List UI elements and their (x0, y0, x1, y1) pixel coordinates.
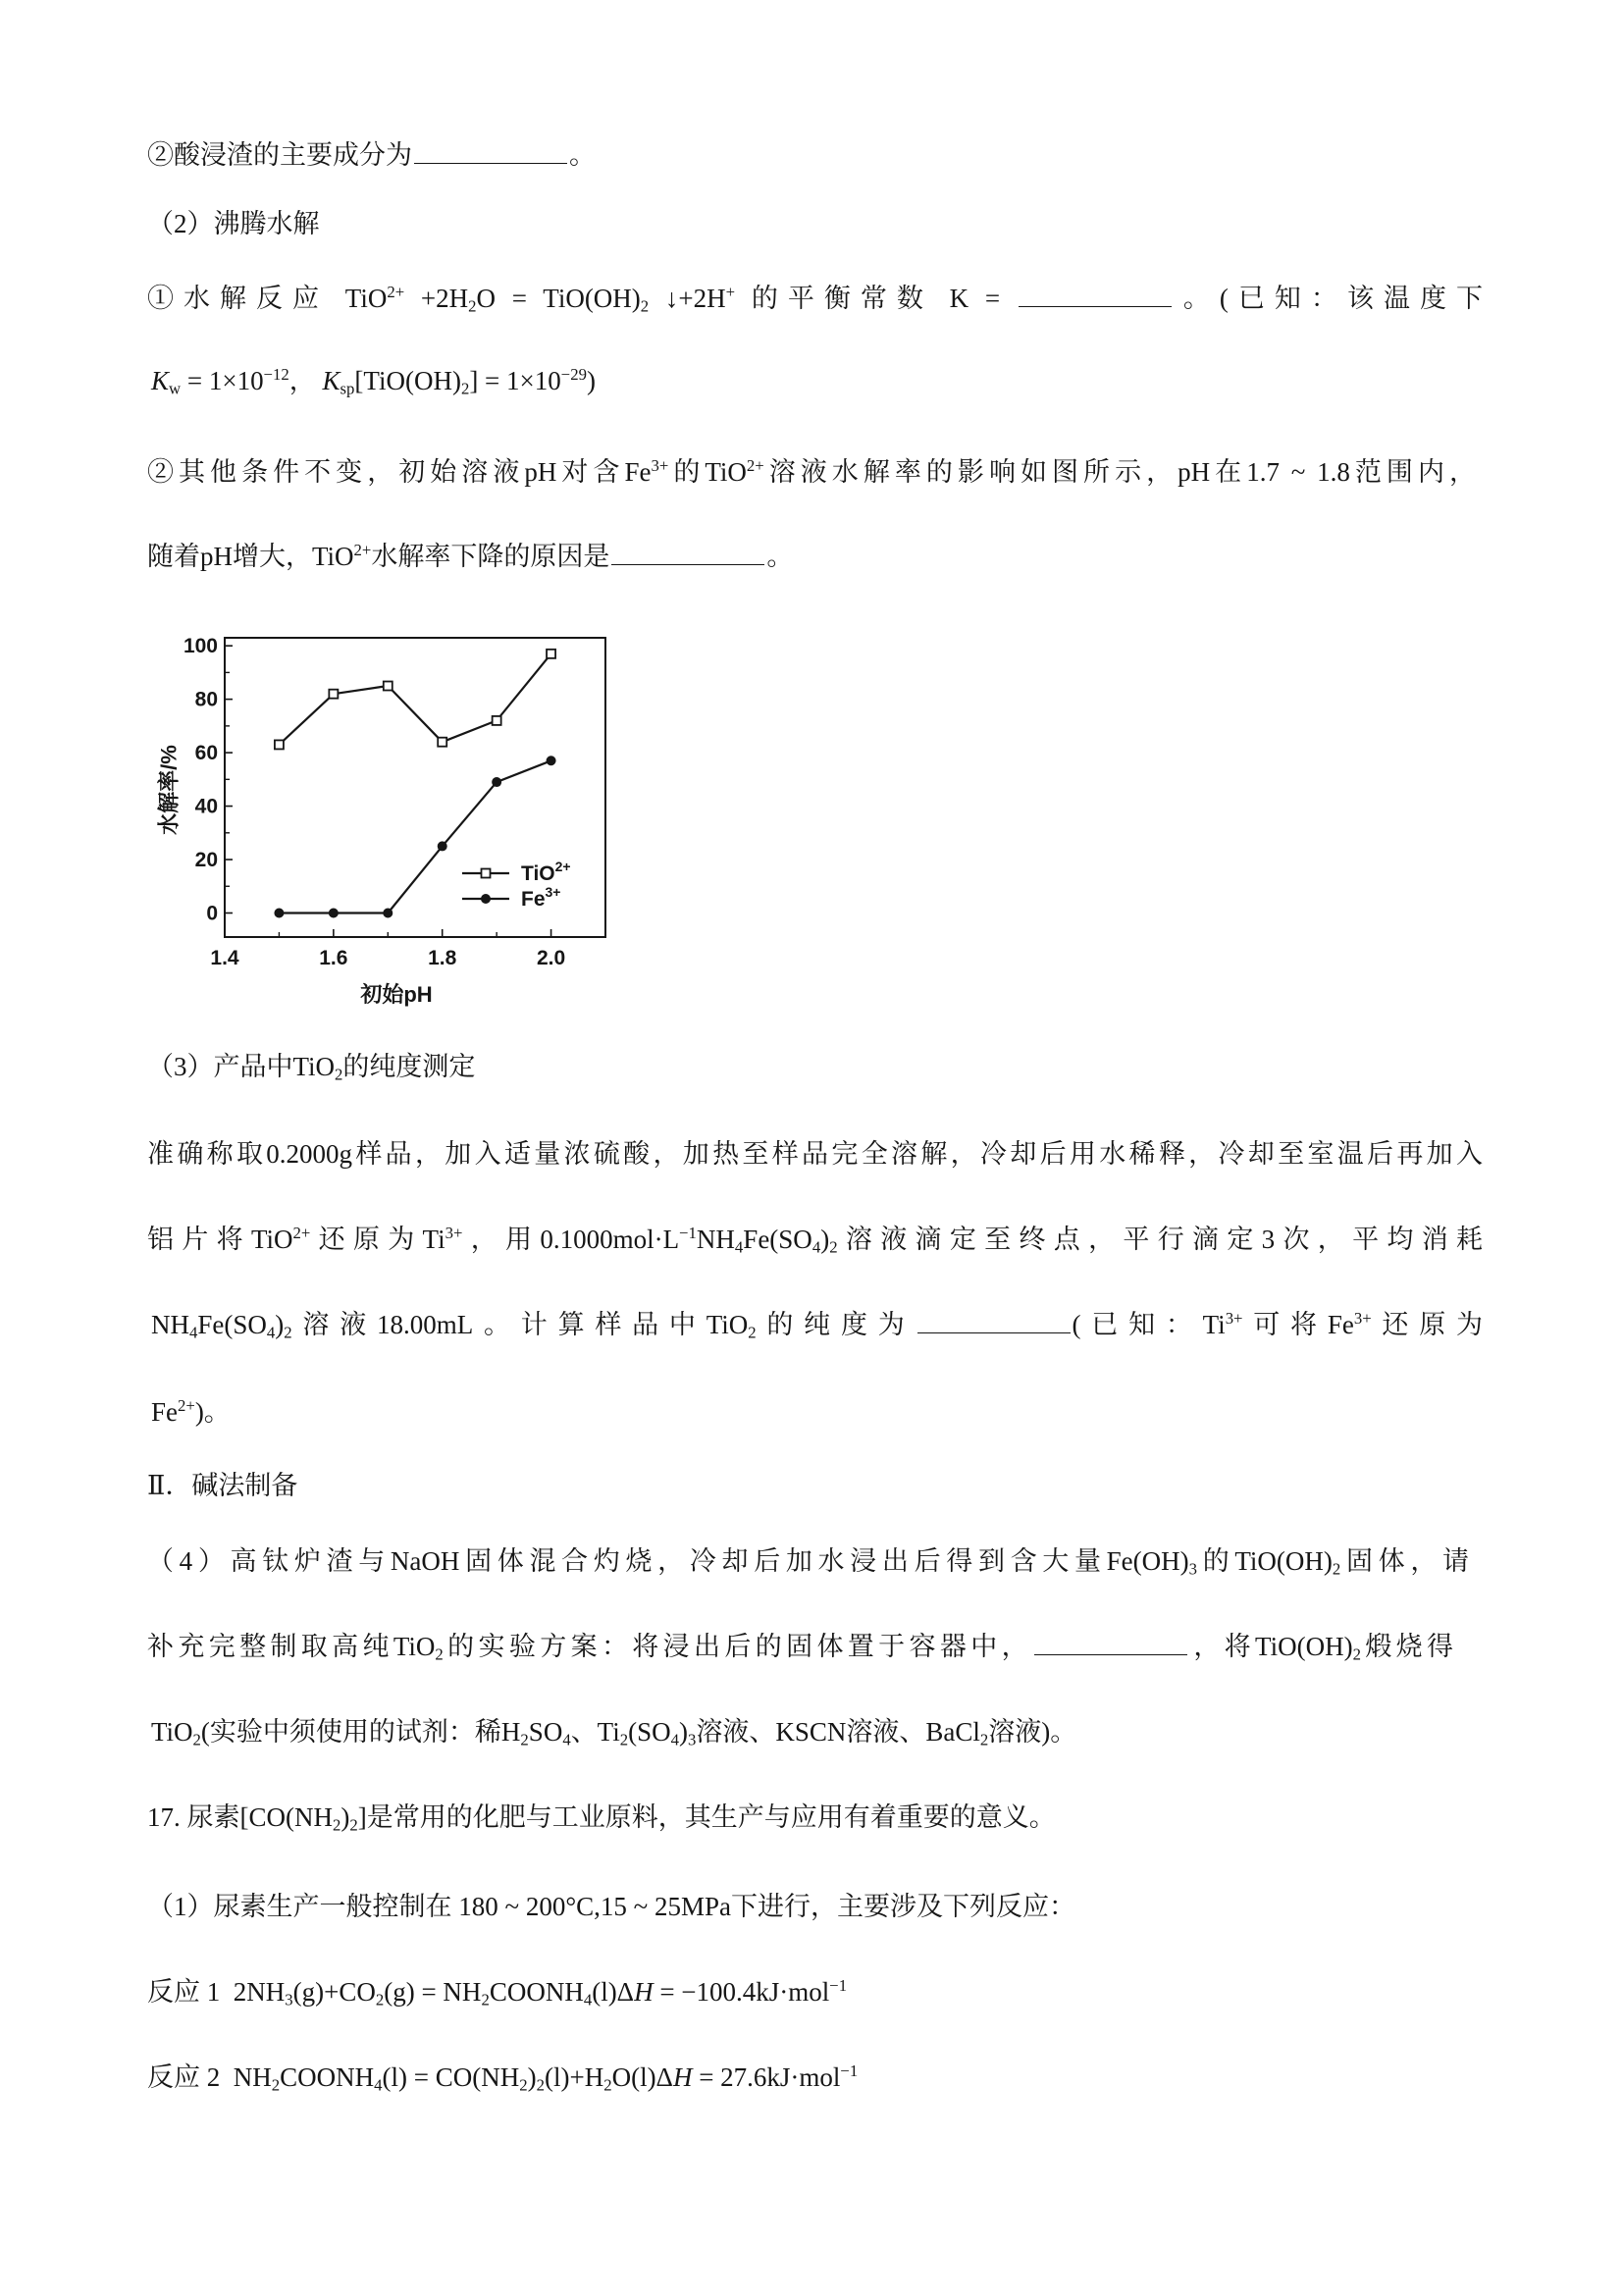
subscript: 4 (670, 1730, 679, 1749)
superscript: −29 (560, 364, 587, 384)
tio2-series-legend-marker (482, 869, 491, 878)
purity-procedure-line-4 (151, 1390, 231, 1434)
text-run: (g) = NH (384, 1977, 482, 2007)
fe3-series-point (438, 841, 447, 851)
tio2-series-point (275, 740, 284, 749)
text-run: 的纯度测定 (342, 1052, 476, 1081)
text-run: TiO (151, 1717, 193, 1747)
subscript: 2 (349, 1815, 358, 1835)
y-axis-label: 水解率/% (156, 745, 182, 835)
text-run: 溶液)。 (988, 1717, 1077, 1747)
text-run: 补充完整制取高纯TiO (147, 1632, 436, 1661)
text-run: Fe(SO (197, 1310, 267, 1339)
superscript: 2+ (387, 282, 405, 301)
text-run: 的纯度为 (756, 1310, 916, 1339)
subscript: 2 (519, 2075, 528, 2095)
italic-symbol: H (672, 2062, 693, 2092)
text-run: （3）产品中TiO (147, 1052, 336, 1081)
text-run: = 27.6kJ·mol (692, 2062, 841, 2092)
subscript: 2 (748, 1323, 757, 1342)
subscript: 2 (284, 1323, 292, 1342)
superscript: 3+ (1353, 1308, 1372, 1328)
subscript: 4 (562, 1730, 571, 1749)
subscript: 2 (335, 1065, 343, 1084)
subscript: 2 (192, 1730, 201, 1749)
subscript: 2 (536, 2075, 545, 2095)
acid-leach-residue-question (147, 133, 596, 177)
subscript: 2 (375, 1990, 385, 2009)
text-run: = 1×10 (181, 366, 264, 395)
superscript: −1 (840, 2061, 859, 2080)
reaction-1-equation (147, 1970, 847, 2013)
text-run: 的平衡常数 K = (735, 284, 1017, 313)
subscript: 2 (979, 1730, 989, 1749)
ph-effect-question (147, 450, 1476, 494)
y-tick-label: 100 (183, 635, 218, 658)
superscript: 3+ (1225, 1308, 1243, 1328)
answer-blank (1034, 1635, 1187, 1655)
text-run: （2）沸腾水解 (147, 209, 320, 238)
text-run: 水解率下降的原因是 (371, 542, 610, 571)
text-run: ) (586, 366, 596, 395)
section-2-heading (147, 202, 320, 245)
text-run: SO (528, 1717, 563, 1747)
subscript: 4 (812, 1237, 821, 1257)
text-run: 反应 2 NH (147, 2062, 272, 2092)
text-run: (l) = CO(NH (382, 2062, 520, 2092)
text-run: COONH (280, 2062, 375, 2092)
text-run: 的实验方案：将浸出后的固体置于容器中， (443, 1632, 1032, 1661)
text-run: O = TiO(OH) (476, 284, 641, 313)
superscript: 2+ (746, 455, 764, 475)
text-run: 可将Fe (1242, 1310, 1354, 1339)
hydrolysis-equilibrium-question (147, 277, 1483, 320)
subscript: 2 (640, 296, 650, 316)
text-run: COONH (489, 1977, 584, 2007)
text-run: ②其他条件不变，初始溶液pH对含Fe (147, 457, 652, 487)
text-run: (实验中须使用的试剂：稀H (200, 1717, 521, 1747)
superscript: 3+ (651, 455, 669, 475)
text-run: ) (527, 2062, 537, 2092)
text-run: NH (151, 1310, 189, 1339)
x-tick-label: 1.6 (319, 947, 348, 969)
urea-production-conditions (147, 1885, 1075, 1928)
subscript: 2 (271, 2075, 281, 2095)
text-run: 铝片将TiO (147, 1225, 293, 1254)
subscript: 2 (619, 1730, 629, 1749)
superscript: −1 (679, 1223, 697, 1242)
superscript: −12 (263, 364, 289, 384)
text-run: 17. 尿素[CO(NH (147, 1802, 333, 1832)
subscript: 2 (520, 1730, 529, 1749)
text-run: ) (340, 1802, 350, 1832)
text-run: Fe(SO (743, 1225, 812, 1254)
x-tick-label: 1.4 (210, 947, 239, 969)
text-run: 准确称取0.2000g样品，加入适量浓硫酸，加热至样品完全溶解，冷却后用水稀释，冷却至室温后再加入 (147, 1139, 1483, 1169)
subscript: 2 (1352, 1644, 1361, 1664)
text-run: [TiO(OH) (354, 366, 461, 395)
tio2-series-point (384, 682, 393, 691)
part-2-heading (147, 1464, 297, 1507)
subscript: w (169, 379, 182, 398)
answer-blank (1019, 287, 1172, 307)
section-3-heading (147, 1045, 475, 1088)
text-run: ) (275, 1310, 285, 1339)
subscript: 3 (285, 1990, 293, 2009)
subscript: 2 (435, 1644, 444, 1664)
y-tick-label: 20 (194, 849, 218, 872)
subscript: 4 (374, 2075, 383, 2095)
text-run: 。 (766, 542, 794, 571)
text-run: ， (288, 366, 323, 395)
italic-symbol: H (634, 1977, 654, 2007)
text-run: （4）高钛炉渣与NaOH固体混合灼烧，冷却后加水浸出后得到含大量Fe(OH) (147, 1546, 1189, 1576)
text-run: ]是常用的化肥与工业原料，其生产与应用有着重要的意义。 (357, 1802, 1056, 1832)
tio2-series-point (547, 650, 555, 658)
legend-charge-superscript: 2+ (554, 859, 571, 874)
text-run: 、Ti (570, 1717, 620, 1747)
text-run: 的TiO(OH) (1197, 1546, 1333, 1576)
text-run: ，将TiO(OH) (1188, 1632, 1353, 1661)
text-run: ①水解反应 TiO (147, 284, 388, 313)
subscript: 2 (1332, 1559, 1341, 1579)
subscript: 3 (1188, 1559, 1198, 1579)
text-run: Fe (151, 1397, 178, 1427)
superscript: −1 (829, 1975, 848, 1995)
ph-effect-question-cont (147, 535, 793, 578)
tio2-series-legend-label (521, 859, 571, 885)
question-17-intro (147, 1796, 1056, 1839)
subscript: 2 (468, 296, 477, 316)
text-run: 。 (569, 140, 596, 170)
text-run: NH (696, 1225, 735, 1254)
y-tick-label: 40 (194, 795, 218, 818)
text-run: 溶液滴定至终点，平行滴定3次，平均消耗 (837, 1225, 1484, 1254)
legend-charge-superscript: 3+ (545, 884, 561, 900)
tio2-series-point (493, 716, 501, 725)
subscript: 2 (603, 2075, 612, 2095)
answer-blank (414, 143, 567, 164)
text-run: ] = 1×10 (469, 366, 561, 395)
text-run: ) (679, 1717, 688, 1747)
text-run: 反应 1 2NH (147, 1977, 286, 2007)
text-run: (l)+H (544, 2062, 604, 2092)
purity-procedure-line-3 (151, 1303, 1483, 1346)
subscript: 3 (688, 1730, 697, 1749)
fe3-series-legend-marker (481, 894, 491, 904)
text-run: 固体，请 (1340, 1546, 1469, 1576)
tio2-series-point (438, 738, 446, 747)
tio2-series-line (279, 653, 550, 745)
italic-symbol: K (322, 366, 340, 395)
text-run: 溶液18.00mL。计算样品中TiO (291, 1310, 749, 1339)
purity-procedure-line-1 (147, 1132, 1483, 1175)
subscript: 2 (333, 1815, 341, 1835)
text-run: 溶液、KSCN溶液、BaCl (696, 1717, 980, 1747)
legend-name: Fe (521, 888, 546, 911)
x-tick-label: 2.0 (536, 947, 566, 969)
text-run: (已知：Ti (1072, 1310, 1226, 1339)
text-run: 的TiO (668, 457, 747, 487)
text-run: +2H (404, 284, 469, 313)
fe3-series-line (279, 760, 550, 913)
superscript: 2+ (292, 1223, 311, 1242)
reagents-note (151, 1710, 1076, 1753)
text-run: (g)+CO (292, 1977, 376, 2007)
text-run: 。(已知：该温度下 (1173, 284, 1483, 313)
y-tick-label: 0 (206, 902, 218, 925)
text-run: O(l)Δ (611, 2062, 673, 2092)
subscript: 4 (734, 1237, 744, 1257)
x-tick-label: 1.8 (428, 947, 457, 969)
text-run: ，用0.1000mol·L (462, 1225, 680, 1254)
text-run: 溶液水解率的影响如图所示，pH在1.7 ~ 1.8范围内， (763, 457, 1476, 487)
superscript: 2+ (178, 1395, 195, 1415)
answer-blank (611, 545, 764, 565)
superscript: 2+ (353, 540, 372, 559)
text-run: ②酸浸渣的主要成分为 (147, 140, 412, 170)
superscript: + (725, 282, 736, 301)
hydrolysis-rate-chart (147, 618, 618, 1011)
text-run: （1）尿素生产一般控制在 180 ~ 200°C,15 ~ 25MPa下进行，主要涉及下列反应： (147, 1892, 1076, 1921)
y-tick-label: 80 (194, 688, 218, 711)
superscript: 3+ (445, 1223, 463, 1242)
answer-blank (917, 1313, 1071, 1333)
fe3-series-point (274, 908, 284, 917)
x-axis-label: 初始pH (360, 982, 433, 1007)
text-run: 煅烧得 (1360, 1632, 1454, 1661)
text-run: (SO (628, 1717, 671, 1747)
fe3-series-point (329, 908, 339, 917)
tio2-series-point (329, 690, 338, 699)
alkali-method-question (147, 1539, 1469, 1583)
subscript: 2 (460, 379, 470, 398)
subscript: 4 (583, 1990, 593, 2009)
italic-symbol: K (151, 366, 170, 395)
legend-name: TiO (521, 862, 555, 885)
subscript: 4 (266, 1323, 276, 1342)
fe3-series-point (547, 756, 556, 765)
subscript: 4 (189, 1323, 198, 1342)
text-run: ↓+2H (649, 284, 726, 313)
subscript: 2 (481, 1990, 490, 2009)
text-run: 还原为Ti (310, 1225, 445, 1254)
purity-procedure-line-2 (147, 1218, 1483, 1261)
text-run: )。 (194, 1397, 231, 1427)
text-run: = −100.4kJ·mol (653, 1977, 830, 2007)
y-tick-label: 60 (194, 742, 218, 765)
text-run: (l)Δ (592, 1977, 635, 2007)
fe3-series-point (383, 908, 393, 917)
text-run: 随着pH增大，TiO (147, 542, 354, 571)
subscript: 2 (829, 1237, 838, 1257)
text-run: Ⅱ．碱法制备 (147, 1471, 298, 1500)
text-run: 还原为 (1371, 1310, 1483, 1339)
subscript: sp (340, 379, 355, 398)
fe3-series-legend-label (521, 884, 560, 911)
text-run: ) (820, 1225, 830, 1254)
given-constants-line (151, 359, 596, 402)
reaction-2-equation (147, 2056, 858, 2099)
fe3-series-point (492, 777, 501, 787)
alkali-method-question-cont (147, 1625, 1453, 1668)
